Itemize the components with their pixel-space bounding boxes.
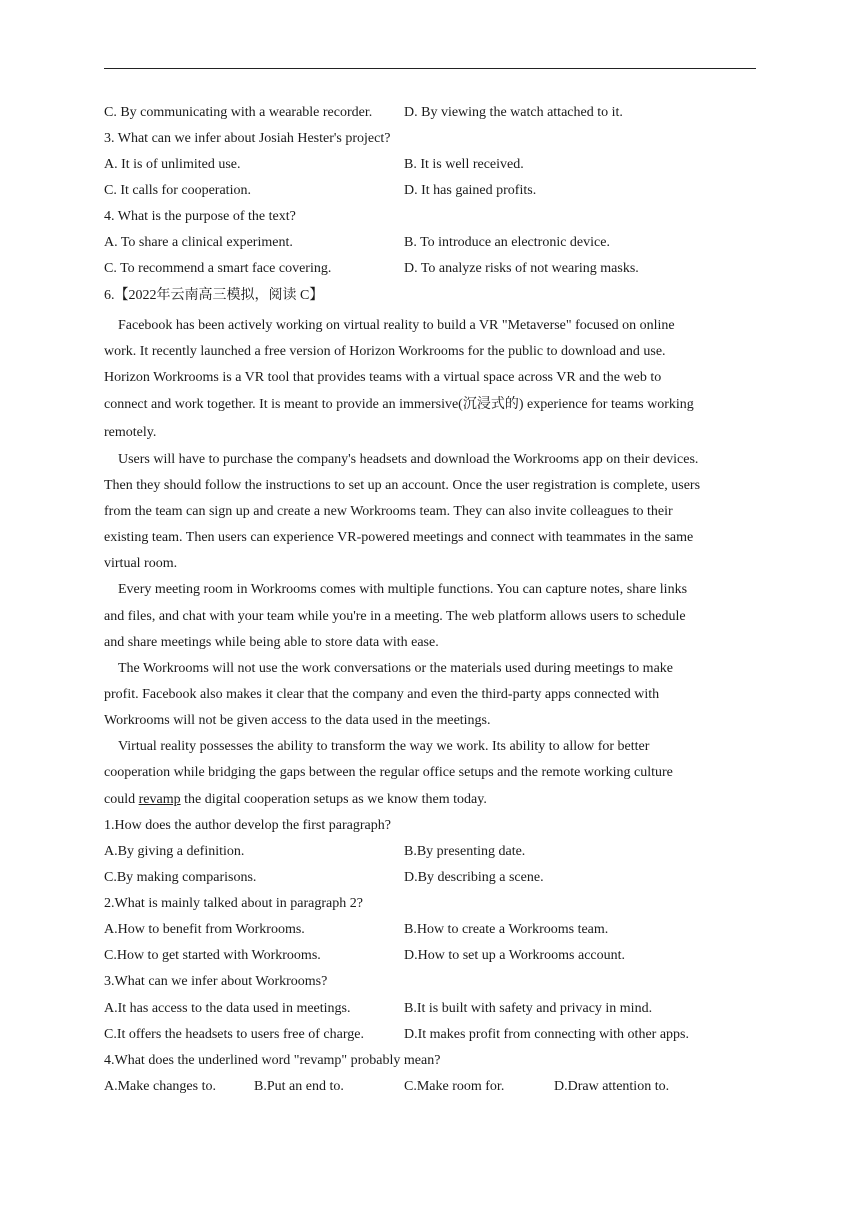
- prev-q2-option-c: C. By communicating with a wearable recorder.: [104, 105, 373, 120]
- q1-option-a: A.By giving a definition.: [104, 844, 245, 859]
- q2-option-d: D.How to set up a Workrooms account.: [404, 948, 626, 963]
- p1-line: work. It recently launched a free version of Horizon Workrooms for the public to download and use.: [104, 344, 666, 359]
- q1-option-b: B.By presenting date.: [404, 844, 526, 859]
- prev-q3-question: 3. What can we infer about Josiah Hester's project?: [104, 131, 391, 146]
- p4-line: profit. Facebook also makes it clear that the company and even the third-party apps connected with: [104, 687, 660, 702]
- prev-q4-question: 4. What is the purpose of the text?: [104, 209, 296, 224]
- prev-q4-option-a: A. To share a clinical experiment.: [104, 235, 293, 250]
- q2-question: 2.What is mainly talked about in paragraph 2?: [104, 896, 363, 911]
- p2-line: virtual room.: [104, 556, 178, 571]
- p5-line: Virtual reality possesses the ability to transform the way we work. Its ability to allow for better: [118, 739, 650, 754]
- p5-text-after: the digital cooperation setups as we know them today.: [180, 792, 487, 807]
- prev-q3-option-c: C. It calls for cooperation.: [104, 183, 251, 198]
- p1-line: connect and work together. It is meant to provide an immersive(沉浸式的) experience for teams working: [104, 397, 694, 412]
- p3-line: and files, and chat with your team while you're in a meeting. The web platform allows users to schedule: [104, 609, 686, 624]
- p2-line: Then they should follow the instructions to set up an account. Once the user registration is complete, users: [104, 478, 701, 493]
- p5-text-before: could: [104, 792, 139, 807]
- q3-option-b: B.It is built with safety and privacy in mind.: [404, 1001, 653, 1016]
- q4-option-a: A.Make changes to.: [104, 1079, 216, 1094]
- p5-line: cooperation while bridging the gaps between the regular office setups and the remote working culture: [104, 765, 673, 780]
- p2-line: existing team. Then users can experience VR-powered meetings and connect with teammates in the same: [104, 530, 694, 545]
- q4-option-b: B.Put an end to.: [254, 1079, 344, 1094]
- prev-q3-option-d: D. It has gained profits.: [404, 183, 537, 198]
- p1-line: Horizon Workrooms is a VR tool that provides teams with a virtual space across VR and the web to: [104, 370, 662, 385]
- p2-line: from the team can sign up and create a new Workrooms team. They can also invite colleagues to their: [104, 504, 673, 519]
- q3-option-c: C.It offers the headsets to users free of charge.: [104, 1027, 364, 1042]
- p4-line: The Workrooms will not use the work conversations or the materials used during meetings to make: [118, 661, 673, 676]
- p3-line: Every meeting room in Workrooms comes with multiple functions. You can capture notes, share links: [118, 582, 688, 597]
- p4-line: Workrooms will not be given access to the data used in the meetings.: [104, 713, 491, 728]
- prev-q4-option-b: B. To introduce an electronic device.: [404, 235, 610, 250]
- header-rule: [104, 68, 756, 69]
- q3-option-d: D.It makes profit from connecting with other apps.: [404, 1027, 689, 1042]
- prev-q4-option-c: C. To recommend a smart face covering.: [104, 261, 332, 276]
- q2-option-a: A.How to benefit from Workrooms.: [104, 922, 305, 937]
- prev-q4-option-d: D. To analyze risks of not wearing masks.: [404, 261, 639, 276]
- section-heading: 6.【2022年云南高三模拟，阅读 C】: [104, 288, 324, 303]
- p1-line: Facebook has been actively working on virtual reality to build a VR "Metaverse" focused on online: [118, 318, 675, 333]
- q1-question: 1.How does the author develop the first paragraph?: [104, 818, 391, 833]
- q3-option-a: A.It has access to the data used in meetings.: [104, 1001, 351, 1016]
- prev-q2-option-d: D. By viewing the watch attached to it.: [404, 105, 623, 120]
- p5-last-line: [104, 791, 487, 809]
- p1-line: remotely.: [104, 425, 157, 440]
- q4-option-d: D.Draw attention to.: [554, 1079, 670, 1094]
- q1-option-d: D.By describing a scene.: [404, 870, 544, 885]
- prev-q3-option-a: A. It is of unlimited use.: [104, 157, 241, 172]
- p3-line: and share meetings while being able to store data with ease.: [104, 635, 439, 650]
- q4-question: 4.What does the underlined word "revamp" probably mean?: [104, 1053, 441, 1068]
- q2-option-b: B.How to create a Workrooms team.: [404, 922, 609, 937]
- q4-option-c: C.Make room for.: [404, 1079, 505, 1094]
- prev-q3-option-b: B. It is well received.: [404, 157, 524, 172]
- q1-option-c: C.By making comparisons.: [104, 870, 257, 885]
- p2-line: Users will have to purchase the company's headsets and download the Workrooms app on their devices.: [118, 452, 699, 467]
- q2-option-c: C.How to get started with Workrooms.: [104, 948, 321, 963]
- q3-question: 3.What can we infer about Workrooms?: [104, 974, 328, 989]
- underlined-word-revamp: revamp: [138, 792, 181, 807]
